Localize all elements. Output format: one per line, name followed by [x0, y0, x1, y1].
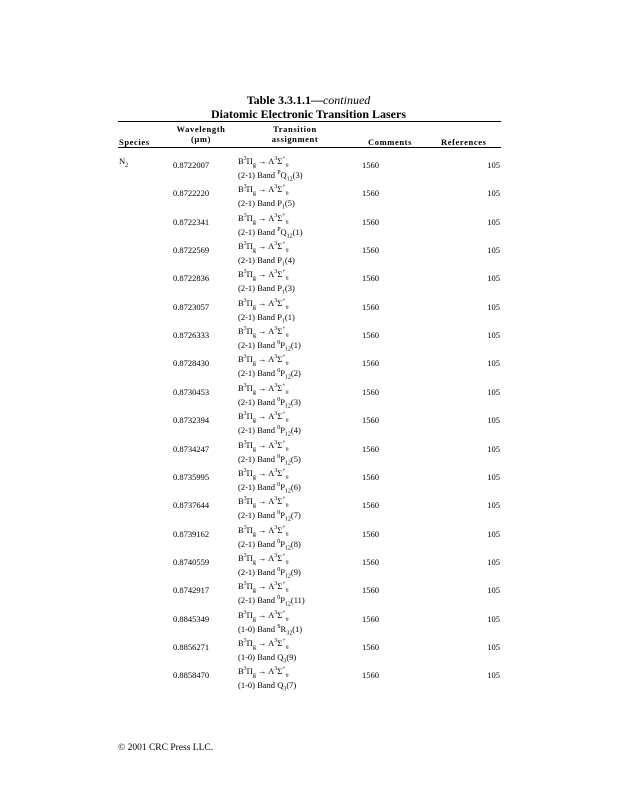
reference-cell: 105 [487, 471, 500, 482]
comment-cell: 1560 [362, 471, 379, 482]
wavelength-cell: 0.8723057 [173, 301, 210, 312]
band-cell: (2-1) Band $^0P_{12}(4)$ [238, 425, 301, 438]
transition-cell: $B^3\Pi_g \to A^3\Sigma^+_u$ [238, 326, 289, 339]
band-cell: (2-1) Band $^0P_{12}(1)$ [238, 340, 301, 353]
band-cell: (2-1) Band $P_1(3)$ [238, 283, 295, 297]
reference-cell: 105 [487, 528, 500, 539]
wavelength-cell: 0.8737644 [173, 500, 210, 511]
transition-cell: $B^3\Pi_g \to A^3\Sigma^+_u$ [238, 666, 289, 679]
reference-cell: 105 [487, 273, 500, 284]
transition-cell: $B^3\Pi_g \to A^3\Sigma^+_u$ [238, 184, 289, 198]
comment-cell: 1560 [362, 358, 379, 369]
transition-cell: $B^3\Pi_g \to A^3\Sigma^+_u$ [238, 637, 289, 651]
band-cell: (2-1) Band $^0P_{12}(11)$ [238, 595, 305, 608]
comment-cell: 1560 [362, 443, 379, 454]
transition-cell: $B^3\Pi_g \to A^3\Sigma^+_u$ [238, 581, 289, 594]
comment-cell: 1560 [362, 528, 379, 539]
continued-label: continued [322, 93, 371, 107]
col-transition: Transition assignment [271, 124, 319, 144]
comment-cell: 1560 [362, 160, 379, 170]
comment-cell: 1560 [362, 613, 379, 624]
transition-cell: $B^3\Pi_g \to A^3\Sigma^+_u$ [238, 241, 289, 254]
transition-cell: $B^3\Pi_g \to A^3\Sigma^+_u$ [238, 297, 289, 311]
comment-cell: 1560 [362, 245, 379, 256]
transition-cell: $B^3\Pi_g \to A^3\Sigma^+_u$ [238, 382, 289, 396]
band-cell: (2-1) Band $^0P_{12}(3)$ [238, 396, 301, 410]
wavelength-cell: 0.8740559 [173, 556, 210, 567]
reference-cell: 105 [487, 330, 500, 341]
wavelength-cell: 0.8722220 [173, 188, 210, 199]
comment-cell: 1560 [362, 273, 379, 284]
reference-cell: 105 [487, 216, 500, 227]
wavelength-cell: 0.8726333 [173, 330, 210, 341]
band-cell: (1-0) Band $Q_3(7)$ [238, 680, 297, 693]
band-cell: (2-1) Band $^0P_{12}(5)$ [238, 453, 301, 467]
transition-cell: $B^3\Pi_g \to A^3\Sigma^+_u$ [238, 156, 289, 169]
wavelength-cell: 0.8856271 [173, 641, 210, 652]
comment-cell: 1560 [362, 641, 379, 652]
comment-cell: 1560 [362, 500, 379, 511]
wavelength-cell: 0.8722341 [173, 216, 210, 227]
wavelength-cell: 0.8845349 [173, 613, 210, 624]
band-cell: (2-1) Band $P_1(5)$ [238, 198, 295, 212]
reference-cell: 105 [487, 613, 500, 624]
reference-cell: 105 [487, 245, 500, 256]
band-cell: (2-1) Band $^0P_{12}(6)$ [238, 481, 301, 495]
comment-cell: 1560 [362, 330, 379, 341]
reference-cell: 105 [487, 386, 500, 397]
band-cell: (2-1) Band $^0P_{12}(8)$ [238, 538, 301, 552]
transition-cell: $B^3\Pi_g \to A^3\Sigma^+_u$ [238, 467, 289, 481]
band-cell: (1-0) Band $Q_3(9)$ [238, 651, 297, 665]
transition-cell: $B^3\Pi_g \to A^3\Sigma^+_u$ [238, 212, 289, 226]
col-references: References [441, 137, 487, 147]
reference-cell: 105 [487, 500, 500, 511]
table-subtitle: Diatomic Electronic Transition Lasers [211, 107, 406, 121]
reference-cell: 105 [487, 670, 500, 681]
reference-cell: 105 [487, 585, 500, 596]
band-cell: (2-1) Band $^0P_{12}(9)$ [238, 566, 301, 580]
col-wavelength: Wavelength (µm) [176, 124, 226, 144]
wavelength-cell: 0.8722836 [173, 273, 210, 284]
transition-cell: $B^3\Pi_g \to A^3\Sigma^+_u$ [238, 609, 289, 623]
table-title: Table 3.3.1.1—continued [246, 93, 371, 107]
comment-cell: 1560 [362, 415, 379, 426]
col-comments: Comments [368, 137, 412, 147]
band-cell: (2-1) Band $P_1(1)$ [238, 311, 295, 325]
wavelength-cell: 0.8858470 [173, 670, 210, 681]
reference-cell: 105 [487, 160, 500, 170]
col-species: Species [119, 137, 150, 147]
header-rule [118, 147, 501, 148]
wavelength-cell: 0.8722569 [173, 245, 210, 256]
comment-cell: 1560 [362, 386, 379, 397]
copyright-footer: © 2001 CRC Press LLC. [118, 743, 214, 753]
transition-cell: $B^3\Pi_g \to A^3\Sigma^+_u$ [238, 496, 289, 509]
transition-cell: $B^3\Pi_g \to A^3\Sigma^+_u$ [238, 269, 289, 283]
wavelength-cell: 0.8730453 [173, 386, 210, 397]
wavelength-cell: 0.8722007 [173, 160, 210, 170]
species-cell: $N_2$ [119, 156, 129, 169]
band-cell: (2-1) Band $^PQ_{12}(1)$ [238, 226, 303, 240]
transition-cell: $B^3\Pi_g \to A^3\Sigma^+_u$ [238, 439, 289, 453]
wavelength-cell: 0.8735995 [173, 471, 210, 482]
reference-cell: 105 [487, 358, 500, 369]
top-rule [118, 121, 501, 122]
comment-cell: 1560 [362, 216, 379, 227]
band-cell: (2-1) Band $^0P_{12}(7)$ [238, 510, 301, 523]
comment-cell: 1560 [362, 585, 379, 596]
wavelength-cell: 0.8728430 [173, 358, 210, 369]
reference-cell: 105 [487, 301, 500, 312]
transition-cell: $B^3\Pi_g \to A^3\Sigma^+_u$ [238, 411, 289, 424]
band-cell: (1-0) Band $^SR_{32}(1)$ [238, 623, 303, 637]
wavelength-cell: 0.8732394 [173, 415, 210, 426]
comment-cell: 1560 [362, 188, 379, 199]
comment-cell: 1560 [362, 556, 379, 567]
band-cell: (2-1) Band $^0P_{12}(2)$ [238, 368, 301, 382]
reference-cell: 105 [487, 415, 500, 426]
wavelength-cell: 0.8734247 [173, 443, 210, 454]
reference-cell: 105 [487, 443, 500, 454]
comment-cell: 1560 [362, 301, 379, 312]
wavelength-cell: 0.8739162 [173, 528, 210, 539]
wavelength-cell: 0.8742917 [173, 585, 210, 596]
band-cell: (2-1) Band $^PQ_{12}(3)$ [238, 170, 303, 183]
reference-cell: 105 [487, 556, 500, 567]
band-cell: (2-1) Band $P_1(4)$ [238, 255, 295, 268]
transition-cell: $B^3\Pi_g \to A^3\Sigma^+_u$ [238, 552, 289, 566]
transition-cell: $B^3\Pi_g \to A^3\Sigma^+_u$ [238, 354, 289, 368]
comment-cell: 1560 [362, 670, 379, 681]
reference-cell: 105 [487, 188, 500, 199]
transition-cell: $B^3\Pi_g \to A^3\Sigma^+_u$ [238, 524, 289, 538]
reference-cell: 105 [487, 641, 500, 652]
